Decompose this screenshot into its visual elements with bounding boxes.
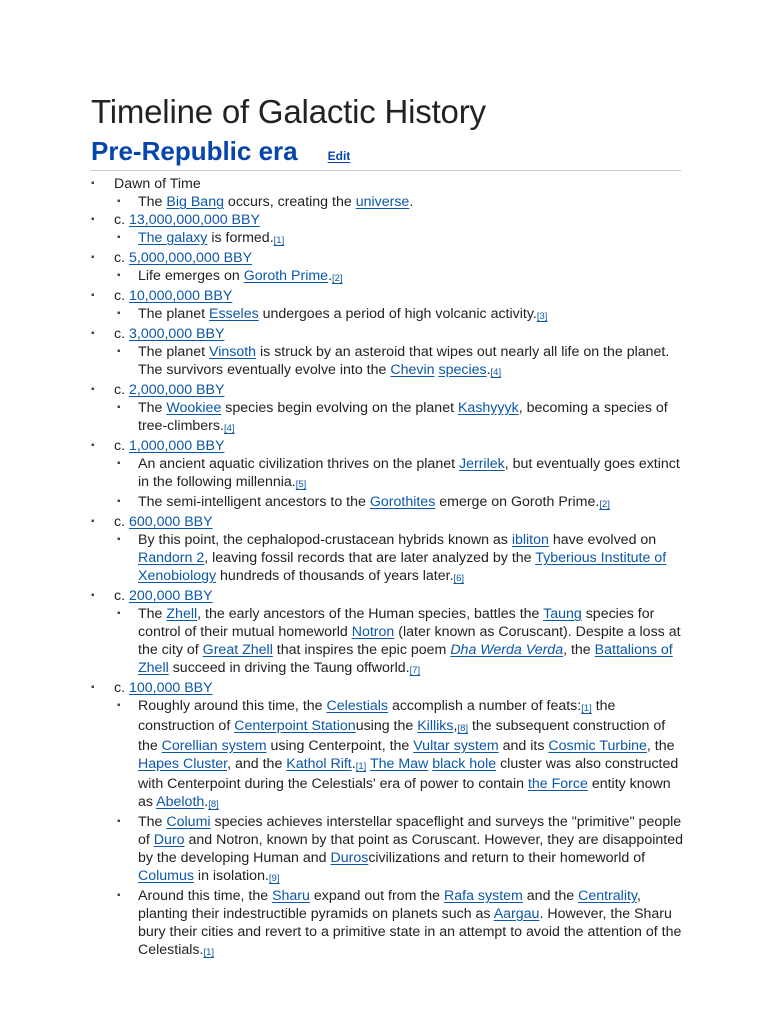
event-text: expand out from the [309,888,444,904]
era-item [91,437,768,513]
event-text: Around this time, the [138,888,273,904]
era-item [91,513,768,587]
wiki-link[interactable]: Kashyyyk [457,400,519,416]
event-text: The [138,400,167,416]
reference-link[interactable]: [9] [268,873,280,884]
reference-link[interactable]: [4] [490,367,502,378]
event-item [114,813,683,887]
reference-link[interactable]: [6] [453,573,465,584]
wiki-link[interactable]: Aargau [493,906,540,922]
italic-title: Dha Werda Verda [450,642,564,658]
era-date-link[interactable]: 2,000,000 BBY [128,382,225,398]
event-text: occurs, creating the [223,194,356,210]
wiki-link[interactable]: Big Bang [166,194,224,210]
event-text: is struck by an asteroid that wipes out nearly all life on the planet. The survivors eventually evolve into the [138,344,670,378]
event-item [114,493,683,513]
wiki-link[interactable]: The Maw [369,756,429,772]
reference-link[interactable]: [4] [223,423,235,434]
event-text: The [138,194,167,210]
reference-link[interactable]: [8] [208,799,219,810]
event-text: The planet [138,306,209,322]
event-text: hundreds of thousands of years later. [216,568,454,584]
wiki-link[interactable]: Chevin [390,362,435,378]
wiki-link[interactable]: Battalions of Zhell [138,642,673,676]
event-list [114,605,768,679]
wiki-link[interactable]: Zhell [166,606,198,622]
era-date-link[interactable]: 3,000,000 BBY [128,326,225,342]
era-date-link[interactable]: 10,000,000 BBY [128,288,233,304]
event-item [114,399,683,437]
reference-link[interactable]: [1] [355,761,367,772]
event-item [114,455,683,493]
wiki-link[interactable]: Jerrilek [459,456,505,472]
era-prefix: c. [114,212,129,228]
event-text: species achieves interstellar spaceflight and surveys the "primitive" people of [138,814,682,848]
reference-link[interactable]: [1] [273,235,285,246]
wiki-link-italic[interactable] [450,642,563,658]
wiki-link[interactable]: Esseles [209,306,259,322]
wiki-link[interactable]: the Force [527,776,588,792]
reference-link[interactable]: [8] [457,723,468,734]
event-text: . [351,756,356,772]
event-list [114,305,768,325]
event-text: By this point, the cephalopod-crustacean hybrids known as [138,532,512,548]
wiki-link[interactable]: Vinsoth [209,344,257,360]
event-text: The planet [138,344,209,360]
era-prefix: c. [114,326,129,342]
event-text: species begin evolving on the planet [221,400,458,416]
event-text: and Notron, known by that point as Coruscant. However, they are disappointed by the developing Human and [138,832,683,866]
wiki-link[interactable]: Columus [138,868,194,884]
reference-link[interactable]: [5] [295,479,307,490]
event-item [114,697,683,813]
edit-link[interactable]: Edit [327,149,351,163]
wiki-link[interactable]: Wookiee [166,400,222,416]
event-text: (later known as Coruscant). Despite a loss at the city of [138,624,681,658]
era-date-link[interactable]: 1,000,000 BBY [128,438,225,454]
era-label: Dawn of Time [114,176,201,192]
era-item [91,287,768,325]
wiki-link[interactable]: Tyberious Institute of Xenobiology [138,550,667,584]
event-text: An ancient aquatic civilization thrives on the planet [138,456,459,472]
event-text: , but eventually goes extinct in the following millennia. [138,456,680,490]
wiki-link[interactable]: black hole [432,756,497,772]
event-text: have evolved on [548,532,657,548]
timeline-list [91,175,768,961]
event-text: , the [563,642,595,658]
event-list [114,193,768,211]
event-text: . [204,794,209,810]
reference-link[interactable]: [1] [581,703,592,714]
event-text: using Centerpoint, the [266,738,414,754]
event-text: in isolation. [193,868,269,884]
page-title: Timeline of Galactic History [91,93,486,130]
event-text: , planting their indestructible pyramids on planets such as [138,888,641,922]
era-date-link[interactable]: 13,000,000,000 BBY [128,212,260,228]
event-text: civilizations and return to their homeworld of [368,850,646,866]
era-prefix: c. [114,514,129,530]
event-text: . [486,362,491,378]
event-text: , [453,718,458,734]
wiki-link[interactable]: Corellian system [161,738,267,754]
reference-link[interactable]: [7] [409,665,421,676]
wiki-link[interactable]: Cosmic Turbine [548,738,647,754]
era-item [91,325,768,381]
reference-link[interactable]: [2] [332,273,343,284]
wiki-link[interactable]: Columi [166,814,211,830]
era-item [91,381,768,437]
event-list [114,229,768,249]
wiki-link[interactable]: Notron [351,624,395,640]
event-text: accomplish a number of feats: [388,698,582,714]
event-text: is formed. [207,230,274,246]
event-item [114,305,683,325]
event-text: cluster was also constructed with Centerpoint during the Celestials' era of power to contain [138,756,679,792]
era-prefix: c. [114,288,129,304]
event-list [114,267,768,287]
reference-link[interactable]: [2] [599,499,610,510]
event-text: Roughly around this time, the [138,698,327,714]
era-item [91,175,768,211]
era-item [91,211,768,249]
event-text: , the [646,738,675,754]
era-date-link[interactable]: 5,000,000,000 BBY [128,250,253,266]
event-item [114,267,683,287]
reference-link[interactable]: [1] [203,947,215,958]
event-list [114,399,768,437]
event-text: , and the [227,756,287,772]
wiki-link[interactable]: Great Zhell [202,642,273,658]
wiki-link[interactable]: Goroth Prime [243,268,329,284]
event-text: and the [522,888,579,904]
wiki-link[interactable]: Centerpoint Station [234,718,356,734]
wiki-link[interactable]: Hapes Cluster [138,756,228,772]
event-text: , the early ancestors of the Human species, battles the [197,606,544,622]
wiki-link[interactable]: Abeloth [156,794,205,810]
era-date-link[interactable]: 200,000 BBY [128,588,213,604]
event-text: succeed in driving the Taung offworld. [168,660,410,676]
section-title[interactable]: Pre-Republic era [91,136,298,166]
wiki-link[interactable]: Duro [153,832,185,848]
wiki-link[interactable]: Rafa system [444,888,523,904]
event-text: and its [498,738,549,754]
event-item [114,887,683,961]
event-item [114,229,683,249]
era-prefix: c. [114,382,129,398]
wiki-link[interactable]: Kathol Rift [286,756,352,772]
event-text: using the [355,718,418,734]
event-item [114,193,683,211]
wiki-link[interactable]: Randorn 2 [138,550,205,566]
event-text: The [138,606,167,622]
event-text: . [328,268,333,284]
event-text: the construction of [138,698,616,734]
era-date-link[interactable]: 600,000 BBY [128,514,213,530]
wiki-link[interactable]: The galaxy [138,230,208,246]
event-text: . However, the Sharu bury their cities and revert to a primitive state in an attempt to avoid the attention of the Celestials. [138,906,682,958]
event-text: Life emerges on [138,268,244,284]
era-date-link[interactable]: 100,000 BBY [128,680,213,696]
wiki-link[interactable]: Duros [330,850,369,866]
era-prefix: c. [114,438,129,454]
event-text: that inspires the epic poem [272,642,451,658]
wiki-link[interactable]: Killiks [417,718,454,734]
wiki-link[interactable]: Taung [543,606,582,622]
event-item [114,531,683,587]
era-prefix: c. [114,680,129,696]
event-list [114,343,768,381]
event-item [114,343,683,381]
event-text: , leaving fossil records that are later analyzed by the [204,550,536,566]
event-text: . [409,194,414,210]
event-text: emerge on Goroth Prime. [435,494,600,510]
event-text: The [138,814,167,830]
event-text: undergoes a period of high volcanic activity. [258,306,537,322]
wiki-link[interactable]: ibliton [511,532,549,548]
event-text: species for control of their mutual homeworld [138,606,655,640]
event-list [114,697,768,961]
reference-link[interactable]: [3] [536,311,548,322]
wiki-link[interactable]: universe [355,194,410,210]
era-item [91,587,768,679]
event-text: the subsequent construction of the [138,718,666,754]
wiki-link[interactable]: Sharu [272,888,310,904]
wiki-link[interactable]: Vultar system [413,738,499,754]
era-prefix: c. [114,250,129,266]
wiki-link[interactable]: Gorothites [369,494,436,510]
event-text: The semi-intelligent ancestors to the [138,494,370,510]
event-list [114,531,768,587]
wiki-link[interactable]: species [438,362,487,378]
era-prefix: c. [114,588,129,604]
event-list [114,455,768,513]
era-item [91,679,768,961]
event-item [114,605,683,679]
event-text: entity known as [138,776,671,810]
event-text: , becoming a species of tree-climbers. [138,400,668,434]
wiki-link[interactable]: Centrality [578,888,637,904]
era-item [91,249,768,287]
wiki-link[interactable]: Celestials [326,698,388,714]
section-header [91,135,681,171]
